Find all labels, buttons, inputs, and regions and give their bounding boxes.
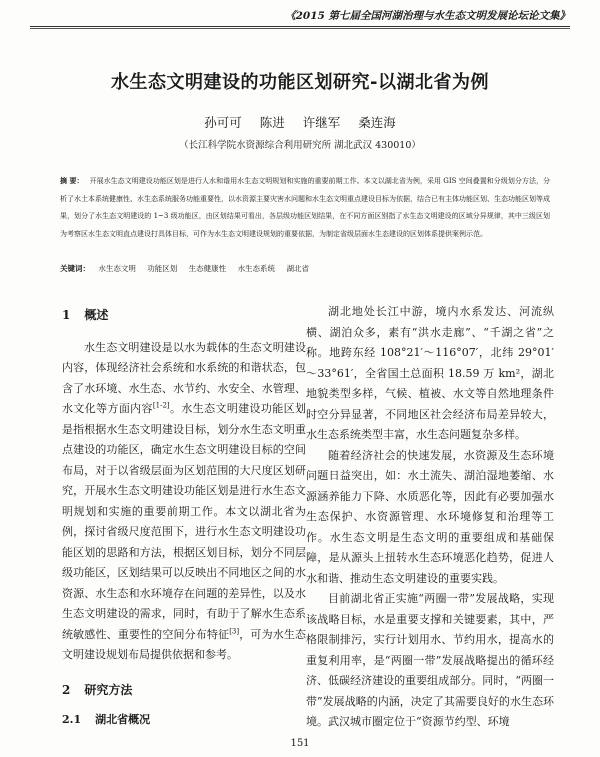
author-name: 陈进: [259, 115, 285, 130]
right-column: [306, 302, 554, 733]
body-paragraph: 湖北地处长江中游，境内水系发达、河流纵横、湖泊众多，素有“洪水走廊”、“千湖之省”之称。地跨东经 108°21′～116°07′，北纬 29°01′～33°61′，全省国土总面积 18.59 万 km²，湖北地貌类型多样，气候、植被、水文等自然地理条件时空分异显著，不同地区社会经济布局差异较大，水生态系统类型丰富，水生态问题复杂多样。: [306, 305, 554, 441]
section-number: 2: [62, 682, 71, 697]
keyword: 功能区划: [147, 264, 178, 273]
running-head: 《2015 第七届全国河湖治理与水生态文明发展论坛论文集》: [30, 8, 570, 27]
paper-title: 水生态文明建设的功能区划研究-以湖北省为例: [111, 72, 489, 93]
body-paragraph: 目前湖北省正实施“两圈一带”发展战略，实现该战略目标，水是重要支撑和关键要素，其中，严格限制排污，实行计划用水、节约用水，提高水的重复利用率，是“两圈一带”发展战略提出的循环经济、低碳经济建设的重要组成部分。同时，“两圈一带”发展战略的内涵，决定了其需要良好的水生态环境。武汉城市圈定位于“资源节约型、环境: [306, 592, 554, 728]
author-name: 桑连海: [358, 115, 396, 130]
section-heading: [62, 305, 306, 326]
body-paragraph: 水生态文明建设是以水为载体的生态文明建设内容，体现经济社会系统和水系统的和谐状态，包含了水环境、水生态、水节约、水安全、水管理、水文化等方面内容[1-2]。水生态文明建设功能区划是指根据水生态文明建设目标，划分水生态文明重点建设的功能区，确定水生态文明建设目标的空间布局，对于以省级层面为区划范围的大尺度区划研究，开展水生态文明建设功能区划是进行水生态文明规划和实施的重要前期工作。本文以湖北省为例，探讨省级尺度范围下，进行水生态文明建设功能区划的思路和方法，根据区划目标，划分不同层级功能区，区划结果可以反映出不同地区之间的水资源、水生态和水环境存在问题的差异性，以及水生态文明建设的需求，同时，有助于了解水生态系统敏感性、重要性的空间分布特征[3]，可为水生态文明建设规划布局提供依据和参考。: [62, 340, 307, 661]
page-number: 151: [290, 738, 310, 749]
author-name: 许继军: [302, 115, 341, 130]
section-number: 1: [62, 308, 71, 322]
section-title: 概述: [84, 308, 109, 322]
citation: [1-2]: [152, 401, 170, 410]
keyword: 水生态系统: [237, 264, 276, 273]
keyword: 水生态文明: [98, 264, 136, 273]
left-column: [62, 305, 306, 731]
affiliation: （长江科学院水资源综合利用研究所 湖北武汉 430010）: [179, 140, 421, 151]
keywords-label: 关键词：: [60, 264, 90, 273]
subsection-number: 2.1: [62, 713, 82, 726]
keyword: 湖北省: [286, 264, 309, 273]
abstract-text: 开展水生态文明建设功能区划是进行人水和谐用水生态文明规划和实施的重要前期工作。本文以湖北省为例，采用 GIS 空间叠置和分级划分方法，分析了水土本系统健康性、水生态系统服务功能重要性，以水资源主要灾害水问题和水生态文明重点建设目标为依据，结合已有主体功能区划、生态功能区划等成果，划分了水生态文明建设的 1~3 级功能区，由区划结果可看出，各层级功能区划结果，在不同方面区别指了水生态文明建设的区域分异规律，其中三级区划为考察区水生态文明直点建设打具体目标，可作为水生态文明建设规划的重要依据，为制定省级层面水生态建设的区划体系提供案例示范。: [60, 177, 551, 238]
author-name: 孙可可: [204, 115, 242, 130]
keywords: [60, 263, 550, 274]
subsection-heading: [62, 710, 306, 731]
subsection-title: 湖北省概况: [95, 713, 151, 726]
section-heading: [62, 680, 306, 701]
abstract-label: 摘 要：: [60, 176, 84, 185]
citation: [3]: [229, 626, 240, 635]
body-paragraph: 随着经济社会的快速发展，水资源及生态环境问题日益突出，如：水土流失、湖泊湿地萎缩、水源涵养能力下降、水质恶化等，因此有必要加强水生态保护、水资源管理、水环境修复和治理等工作。水生态文明是生态文明的重要组成和基础保障，是从源头上扭转水生态环境恶化趋势，促进人水和谐、推动生态文明建设的重要实践。: [306, 448, 554, 585]
author-list: [0, 113, 600, 131]
section-title: 研究方法: [84, 682, 133, 697]
abstract: [60, 172, 550, 243]
keyword: 生态健康性: [188, 264, 227, 273]
